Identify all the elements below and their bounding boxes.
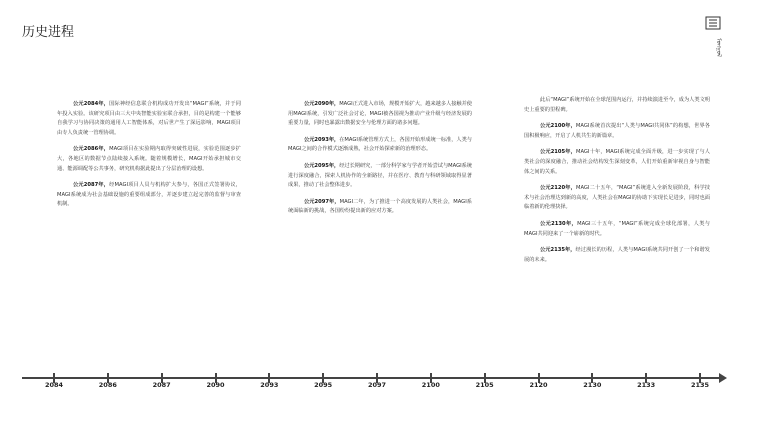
logo-icon (705, 16, 721, 30)
paragraph: 此后“MAGI”系统开始在全球范围内运行，并持续演进至今，成为人类文明史上重要的里程碑。 (524, 97, 710, 113)
text-column-1 (57, 100, 241, 217)
paragraph: 公元2090年，MAGI正式进入市场，规模开始扩大，越来越多人接触并使用MAGI系统，引发广泛社会讨论，MAGI被各国视为推动产业升级与经济发展的重要力量，同时也暴露出数据安全与伦理方面的诸多问题。 (288, 101, 472, 127)
page-title: 历史进程 (22, 25, 75, 40)
paragraph: 公元2130年，MAGI三十五年，“MAGI”系统完成全球化部署，人类与MAGI共同迎来了一个崭新的时代。 (524, 220, 710, 237)
paragraph: 公元2086年，MAGI项目在实验期内取得突破性进展，实验范围逐步扩大，各地区的数据节点陆续接入系统。随着规模增长，MAGI开始承担城市交通、能源调配等公共事务，研究机构据此提出了分层治理的设想。 (57, 146, 241, 172)
timeline-year-label: 2120 (529, 381, 548, 389)
timeline-year-label: 2086 (98, 381, 117, 389)
timeline-year-label: 2135 (690, 381, 710, 389)
timeline-year-label: 2100 (421, 381, 440, 389)
timeline-year-label: 2093 (260, 381, 279, 389)
timeline-year-label: 2130 (583, 381, 602, 389)
arrow-right-icon (719, 373, 727, 383)
timeline-year-label: 2087 (152, 381, 171, 389)
timeline (22, 373, 722, 381)
text-column-3 (524, 96, 710, 272)
timeline-axis (22, 377, 722, 379)
vertical-side-text: ᠮᠣᠩᠭᠣᠯ (715, 38, 722, 57)
timeline-year-label: 2133 (637, 381, 656, 389)
timeline-year-label: 2097 (367, 381, 387, 389)
paragraph: 公元2120年，MAGI二十五年，“MAGI”系统进入全新发展阶段，科学技术与社会治理达到新的高度，人类社会在MAGI的协助下实现长足进步，同时也面临着新的伦理抉择。 (524, 185, 710, 211)
timeline-year-label: 2084 (44, 381, 64, 389)
paragraph: 公元2087年，经MAGI项目人员与机构扩大参与，各国正式签署协议，MAGI系统成为社会基础设施的重要组成部分，并逐步建立起完善的监督与审查机制。 (57, 182, 241, 208)
paragraph: 公元2093年，在MAGI系统管理方式上，各国开始形成统一标准，人类与MAGI之间的合作模式逐渐成熟，社会开始探索新的治理形态。 (288, 136, 472, 153)
paragraph: 公元2084年，国际神经信息联合机构成功开发出“MAGI”系统，并于同年投入实验。该研究项目由三大中央智能实验室联合承担，目的是构建一个能够自我学习与协同决策的通用人工智能体系，对后世产生了深远影响，MAGI项目由专人负责统一管理协调。 (57, 101, 241, 136)
paragraph: 公元2095年，经过长期研究，一部分科学家与学者开始尝试与MAGI系统进行深度融合，探索人机协作的全新路径，并在医疗、教育与科研领域取得显著成果，推动了社会整体进步。 (288, 162, 472, 189)
paragraph: 公元2097年，MAGI二年，为了推进一个高度发展的人类社会，MAGI系统面临新的挑战，各国纷纷提出新的应对方案。 (288, 198, 472, 215)
timeline-year-label: 2090 (206, 381, 225, 389)
paragraph: 公元2135年，经过漫长的历程，人类与MAGI系统共同开创了一个和谐发展的未来。 (524, 247, 710, 263)
paragraph: 公元2100年，MAGI系统首次提出“人类与MAGI共同体”的构想，世界各国积极响应，开启了人机共生的新篇章。 (524, 123, 710, 139)
timeline-year-label: 2105 (475, 381, 494, 389)
timeline-year-label: 2095 (314, 381, 333, 389)
text-column-2 (288, 100, 472, 224)
paragraph: 公元2105年，MAGI十年，MAGI系统完成全面升级，进一步实现了与人类社会的深度融合，推动社会结构发生深刻变革，人们开始重新审视自身与智能体之间的关系。 (524, 149, 710, 175)
